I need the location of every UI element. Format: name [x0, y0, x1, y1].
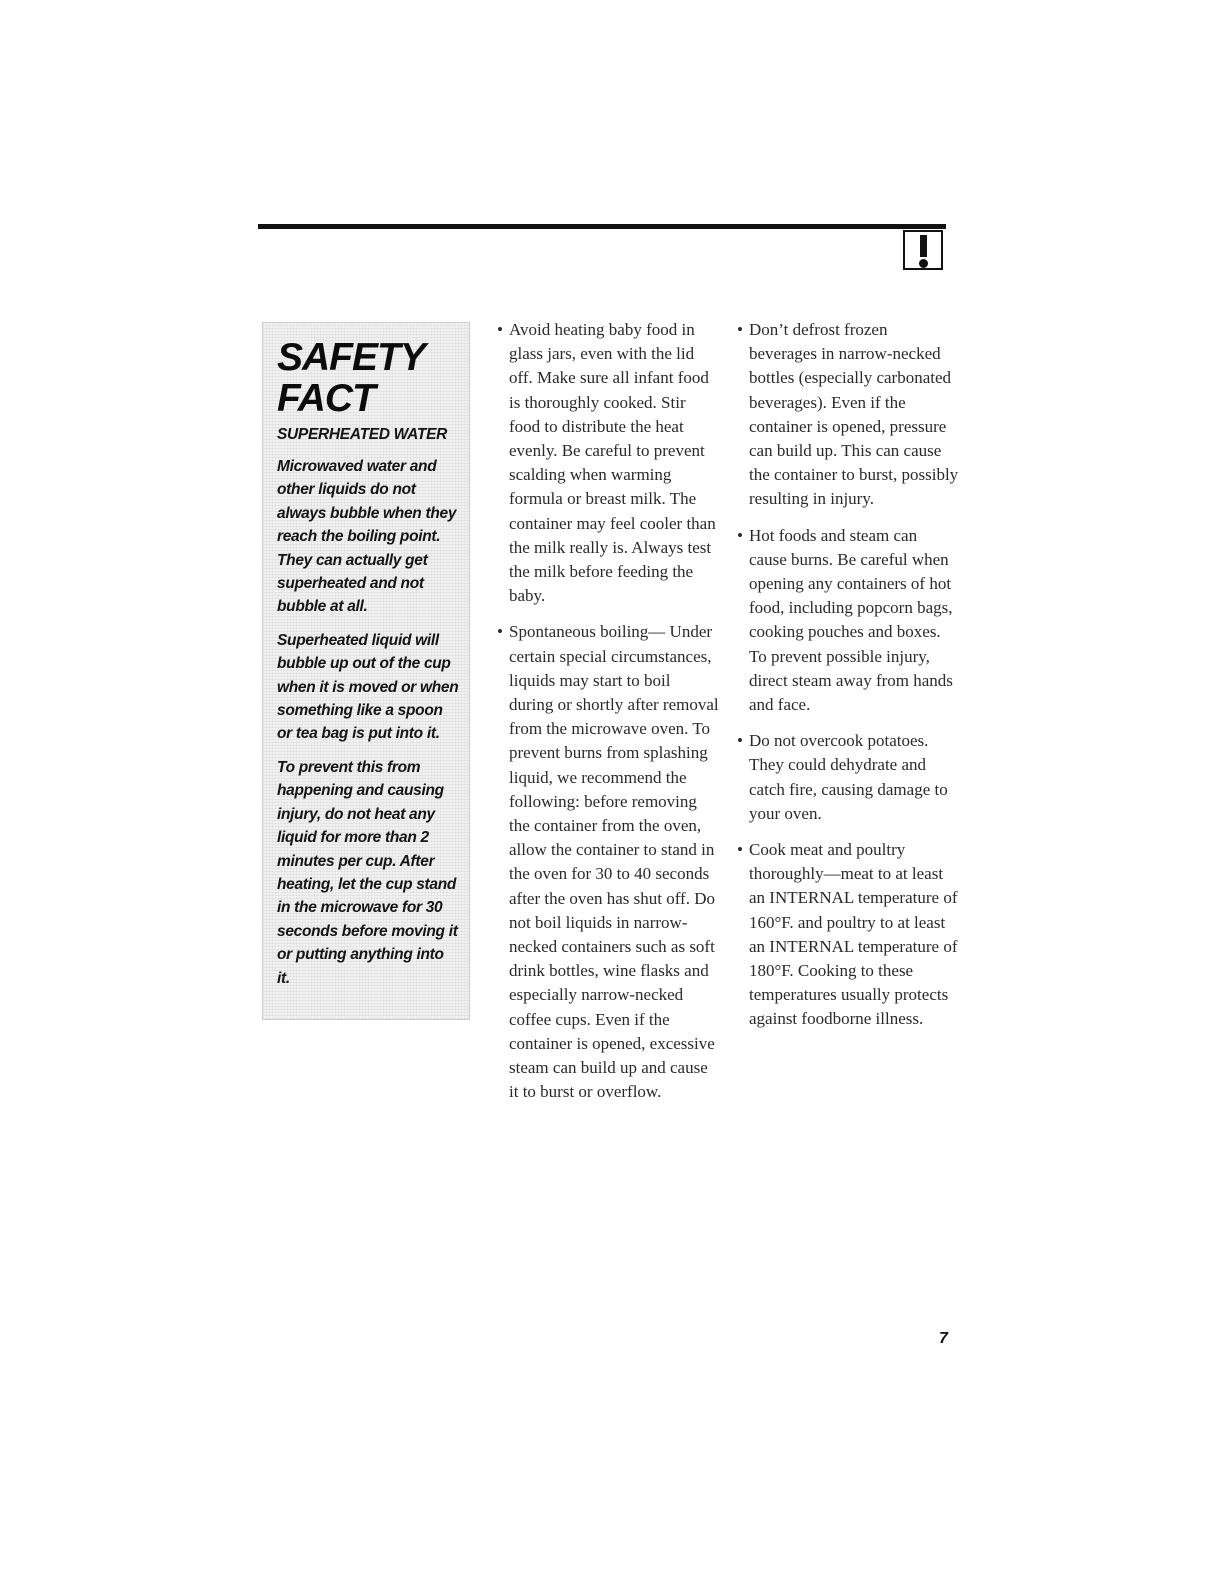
list-item	[737, 318, 959, 512]
sidebar-title-line-1: SAFETY	[277, 336, 425, 379]
list-item	[497, 620, 719, 1104]
list-item-text: Spontaneous boiling— Under certain special circumstances, liquids may start to boil during or shortly after removal from the microwave oven. To prevent burns from splashing liquid, we recommend the following: before removing the container from the oven, allow the container to stand in the oven for 30 to 40 seconds after the oven has shut off. Do not boil liquids in narrow-necked containers such as soft drink bottles, wine flasks and especially narrow-necked coffee cups. Even if the container is opened, excessive steam can build up and cause it to burst or overflow.	[509, 622, 719, 1102]
list-item-text: Don’t defrost frozen beverages in narrow-necked bottles (especially carbonated beverages). Even if the container is opened, pressure can build up. This can cause the container to burst, possibly resulting in injury.	[749, 320, 959, 509]
bullet-icon: •	[497, 622, 503, 642]
exclamation-bar	[920, 235, 927, 257]
list-item	[737, 524, 959, 718]
list-item	[737, 729, 959, 826]
safety-fact-sidebar	[262, 322, 470, 1020]
bullet-icon: •	[737, 731, 743, 751]
sidebar-paragraph: Superheated liquid will bubble up out of the cup when it is moved or when something like a spoon or tea bag is put into it.	[277, 631, 459, 743]
list-item-text: Hot foods and steam can cause burns. Be careful when opening any containers of hot food, including popcorn bags, cooking pouches and boxes. To prevent possible injury, direct steam away from hands and face.	[749, 525, 953, 715]
sidebar-subtitle: SUPERHEATED WATER	[277, 426, 448, 443]
exclamation-dot	[919, 259, 928, 268]
list-item-text: Cook meat and poultry thoroughly—meat to at least an INTERNAL temperature of 160°F. and poultry to at least an INTERNAL temperature of 180°F. Cooking to these temperatures usually protects against foodborne illness.	[749, 840, 958, 1029]
middle-column	[497, 318, 719, 1117]
page-number: 7	[939, 1330, 948, 1347]
bullet-icon: •	[737, 320, 743, 339]
sidebar-paragraph: To prevent this from happening and causing injury, do not heat any liquid for more than 2 minutes per cup. After heating, let the cup stand in the microwave for 30 seconds before moving it or putting anything into it.	[277, 758, 458, 987]
list-item-text: Avoid heating baby food in glass jars, even with the lid off. Make sure all infant food is thoroughly cooked. Stir food to distribute the heat evenly. Be careful to prevent scalding when warming formula or breast milk. The container may feel cooler than the milk really is. Always test the milk before feeding the baby.	[509, 320, 716, 606]
sidebar-paragraph: Microwaved water and other liquids do not always bubble when they reach the boiling point. They can actually get superheated and not bubble at all.	[277, 458, 457, 616]
bullet-icon: •	[737, 525, 743, 545]
bullet-icon: •	[737, 840, 743, 860]
right-column	[737, 318, 959, 1044]
list-item-text: Do not overcook potatoes. They could dehydrate and catch fire, causing damage to your oven.	[749, 731, 948, 823]
exclamation-icon	[903, 230, 943, 270]
list-item	[737, 838, 959, 1032]
bullet-icon: •	[497, 320, 503, 339]
sidebar-title-line-2: FACT	[277, 377, 375, 420]
header-rule	[258, 224, 946, 229]
sidebar-title	[277, 337, 459, 419]
list-item	[497, 318, 719, 608]
